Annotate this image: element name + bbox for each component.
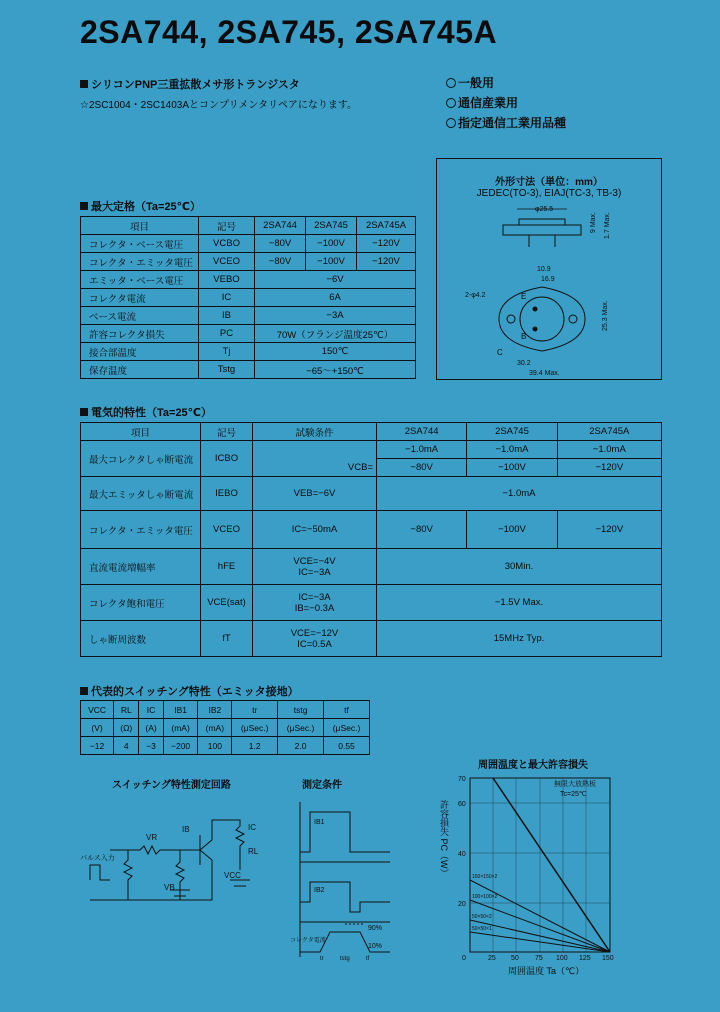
timing-label: 90%	[368, 925, 383, 932]
dim-label: 25.3 Max.	[602, 300, 609, 331]
x-tick: 25	[488, 955, 496, 962]
timing-label: 10%	[368, 943, 383, 950]
legend-entry: 無限大放熱板	[554, 781, 596, 788]
outline-drawing-box	[436, 158, 662, 380]
circle-icon	[446, 78, 456, 88]
outline-standard: JEDEC(TO-3), EIAJ(TC-3, TB-3)	[476, 188, 622, 199]
dim-label: 1.7 Max.	[604, 212, 611, 239]
complement-note: ☆2SC1004・2SC1403Aとコンプリメンタリペアになります。	[80, 100, 358, 111]
bullet-square-icon	[80, 80, 88, 88]
outline-title: 外形寸法（単位：mm）	[495, 177, 603, 188]
circuit-label: IB	[182, 825, 190, 834]
timing-label: コレクタ電流	[290, 938, 326, 944]
timing-label: IB1	[314, 819, 325, 826]
table-row: 直流電流増幅率 hFE VCE=−4V IC=−3A 30Min.	[81, 549, 662, 585]
table-row: 最大エミッタしゃ断電流 IEBO VEB=−6V −1.0mA	[81, 477, 662, 511]
x-tick: 0	[462, 955, 466, 962]
table-row: VCB= −80V −100V −120V	[81, 459, 662, 477]
table-header-row: 項目 記号 試験条件 2SA744 2SA745 2SA745A	[81, 423, 662, 441]
legend-entry: Tc=25℃	[560, 791, 587, 798]
pin	[533, 307, 538, 312]
derating-chart	[456, 772, 656, 972]
outline-diagram	[437, 199, 661, 379]
max-ratings-table	[80, 216, 416, 379]
x-tick: 50	[511, 955, 519, 962]
battery-vcc	[230, 880, 250, 886]
table-units-row: (V) (Ω) (A) (mA) (mA) (μSec.) (μSec.) (μSec.)	[81, 719, 370, 737]
x-tick: 100	[556, 955, 568, 962]
derating-title: 周囲温度と最大許容損失	[478, 760, 588, 771]
electrical-table	[80, 422, 662, 657]
resistor-vr	[110, 846, 200, 854]
table-row: コレクタ電流 IC 6A	[81, 289, 416, 307]
conditions-title: 測定条件	[302, 780, 342, 791]
max-ratings-heading: 最大定格（Ta=25℃）	[80, 198, 201, 214]
circle-icon	[446, 98, 456, 108]
curve-infinite-heatsink	[493, 778, 610, 952]
table-row: 許容コレクタ損失 PC 70W（フランジ温度25℃）	[81, 325, 416, 343]
curve-label: 50×50×2	[472, 914, 492, 920]
dim-label: 9 Max.	[590, 211, 597, 233]
use-item: 指定通信工業用品種	[446, 114, 566, 131]
circuit-label: VB	[164, 883, 175, 892]
table-row: 最大コレクタしゃ断電流 ICBO −1.0mA −1.0mA −1.0mA	[81, 441, 662, 459]
switching-circuit-diagram	[80, 810, 280, 920]
x-tick: 125	[579, 955, 591, 962]
curve-label: 50×50×1	[472, 926, 492, 932]
circuit-title: スイッチング特性測定回路	[112, 780, 231, 791]
resistor	[124, 850, 132, 900]
table-row: コレクタ飽和電圧 VCE(sat) IC=−3A IB=−0.3A −1.5V Max.	[81, 585, 662, 621]
table-row: 保存温度 Tstg −65～+150℃	[81, 361, 416, 379]
x-tick: 150	[602, 955, 614, 962]
use-item: 一般用	[446, 74, 566, 91]
y-tick: 70	[458, 776, 466, 783]
case-can	[520, 297, 564, 341]
pulse-input-symbol	[90, 865, 110, 880]
circuit-label: パルス入力	[80, 855, 115, 862]
bullet-square-icon	[80, 408, 88, 416]
table-row: ベース電流 IB −3A	[81, 307, 416, 325]
table-row: エミッタ・ベース電圧 VEBO −6V	[81, 271, 416, 289]
page-title: 2SA744, 2SA745, 2SA745A	[80, 14, 498, 50]
dim-label: 10.9	[537, 266, 551, 273]
case-flange	[503, 225, 581, 235]
transistor-symbol	[200, 835, 212, 865]
table-row: コレクタ・ベース電圧 VCBO −80V −100V −120V	[81, 235, 416, 253]
timing-label: IB2	[314, 887, 325, 894]
resistor	[176, 850, 184, 900]
table-header-row: VCC RL IC IB1 IB2 tr tstg tf	[81, 701, 370, 719]
resistor-rl	[212, 820, 244, 870]
switching-heading: 代表的スイッチング特性（エミッタ接地）	[80, 683, 299, 699]
circuit-label: VR	[146, 833, 158, 842]
curve-label: 150×150×2	[472, 874, 498, 880]
y-tick: 60	[458, 801, 466, 808]
switching-table	[80, 700, 370, 755]
mount-hole	[507, 315, 515, 323]
table-header-row: 項目 記号 2SA744 2SA745 2SA745A	[81, 217, 416, 235]
table-row: −12 4 −3 −200 100 1.2 2.0 0.55	[81, 737, 370, 755]
elec-heading: 電気的特性（Ta=25℃）	[80, 404, 212, 420]
x-tick: 75	[535, 955, 543, 962]
table-row: 接合部温度 Tj 150℃	[81, 343, 416, 361]
pin-label: B	[521, 332, 527, 341]
mount-hole	[569, 315, 577, 323]
dim-label: 16.9	[541, 276, 555, 283]
dim-label: 39.4 Max.	[529, 370, 560, 377]
y-tick: 40	[458, 851, 466, 858]
timing-diagram	[290, 792, 400, 962]
derating-xlabel: 周囲温度 Ta（℃）	[508, 966, 585, 976]
y-tick: 20	[458, 901, 466, 908]
case-leads	[529, 235, 555, 247]
uses-list	[446, 74, 566, 134]
subtitle: シリコンPNP三重拡散メサ形トランジスタ	[91, 79, 300, 91]
circuit-label: VCC	[224, 871, 241, 880]
table-row: しゃ断周波数 fT VCE=−12V IC=0.5A 15MHz Typ.	[81, 621, 662, 657]
device-description	[80, 76, 300, 92]
timing-label: tstg	[340, 956, 350, 962]
use-item: 通信産業用	[446, 94, 566, 111]
dim-label: 2-φ4.2	[465, 292, 486, 299]
pin-label: C	[497, 348, 503, 357]
curve-label: 100×100×2	[472, 894, 498, 900]
bullet-square-icon	[80, 687, 88, 695]
timing-label: tr	[320, 956, 324, 962]
ib1-waveform	[300, 812, 390, 852]
circuit-label: IC	[248, 823, 256, 832]
table-row: コレクタ・エミッタ電圧 VCEO IC=−50mA −80V −100V −120V	[81, 511, 662, 549]
derating-ylabel: 許容損失 PC（W）	[439, 800, 449, 878]
pin-label: E	[521, 292, 527, 301]
table-row: コレクタ・エミッタ電圧 VCEO −80V −100V −120V	[81, 253, 416, 271]
case-cap	[519, 219, 565, 225]
dim-label: 30.2	[517, 360, 531, 367]
dim-label: φ25.5	[535, 206, 554, 213]
pin	[533, 327, 538, 332]
bullet-square-icon	[80, 202, 88, 210]
circle-icon	[446, 118, 456, 128]
timing-label: tf	[366, 956, 370, 962]
circuit-label: RL	[248, 847, 259, 856]
